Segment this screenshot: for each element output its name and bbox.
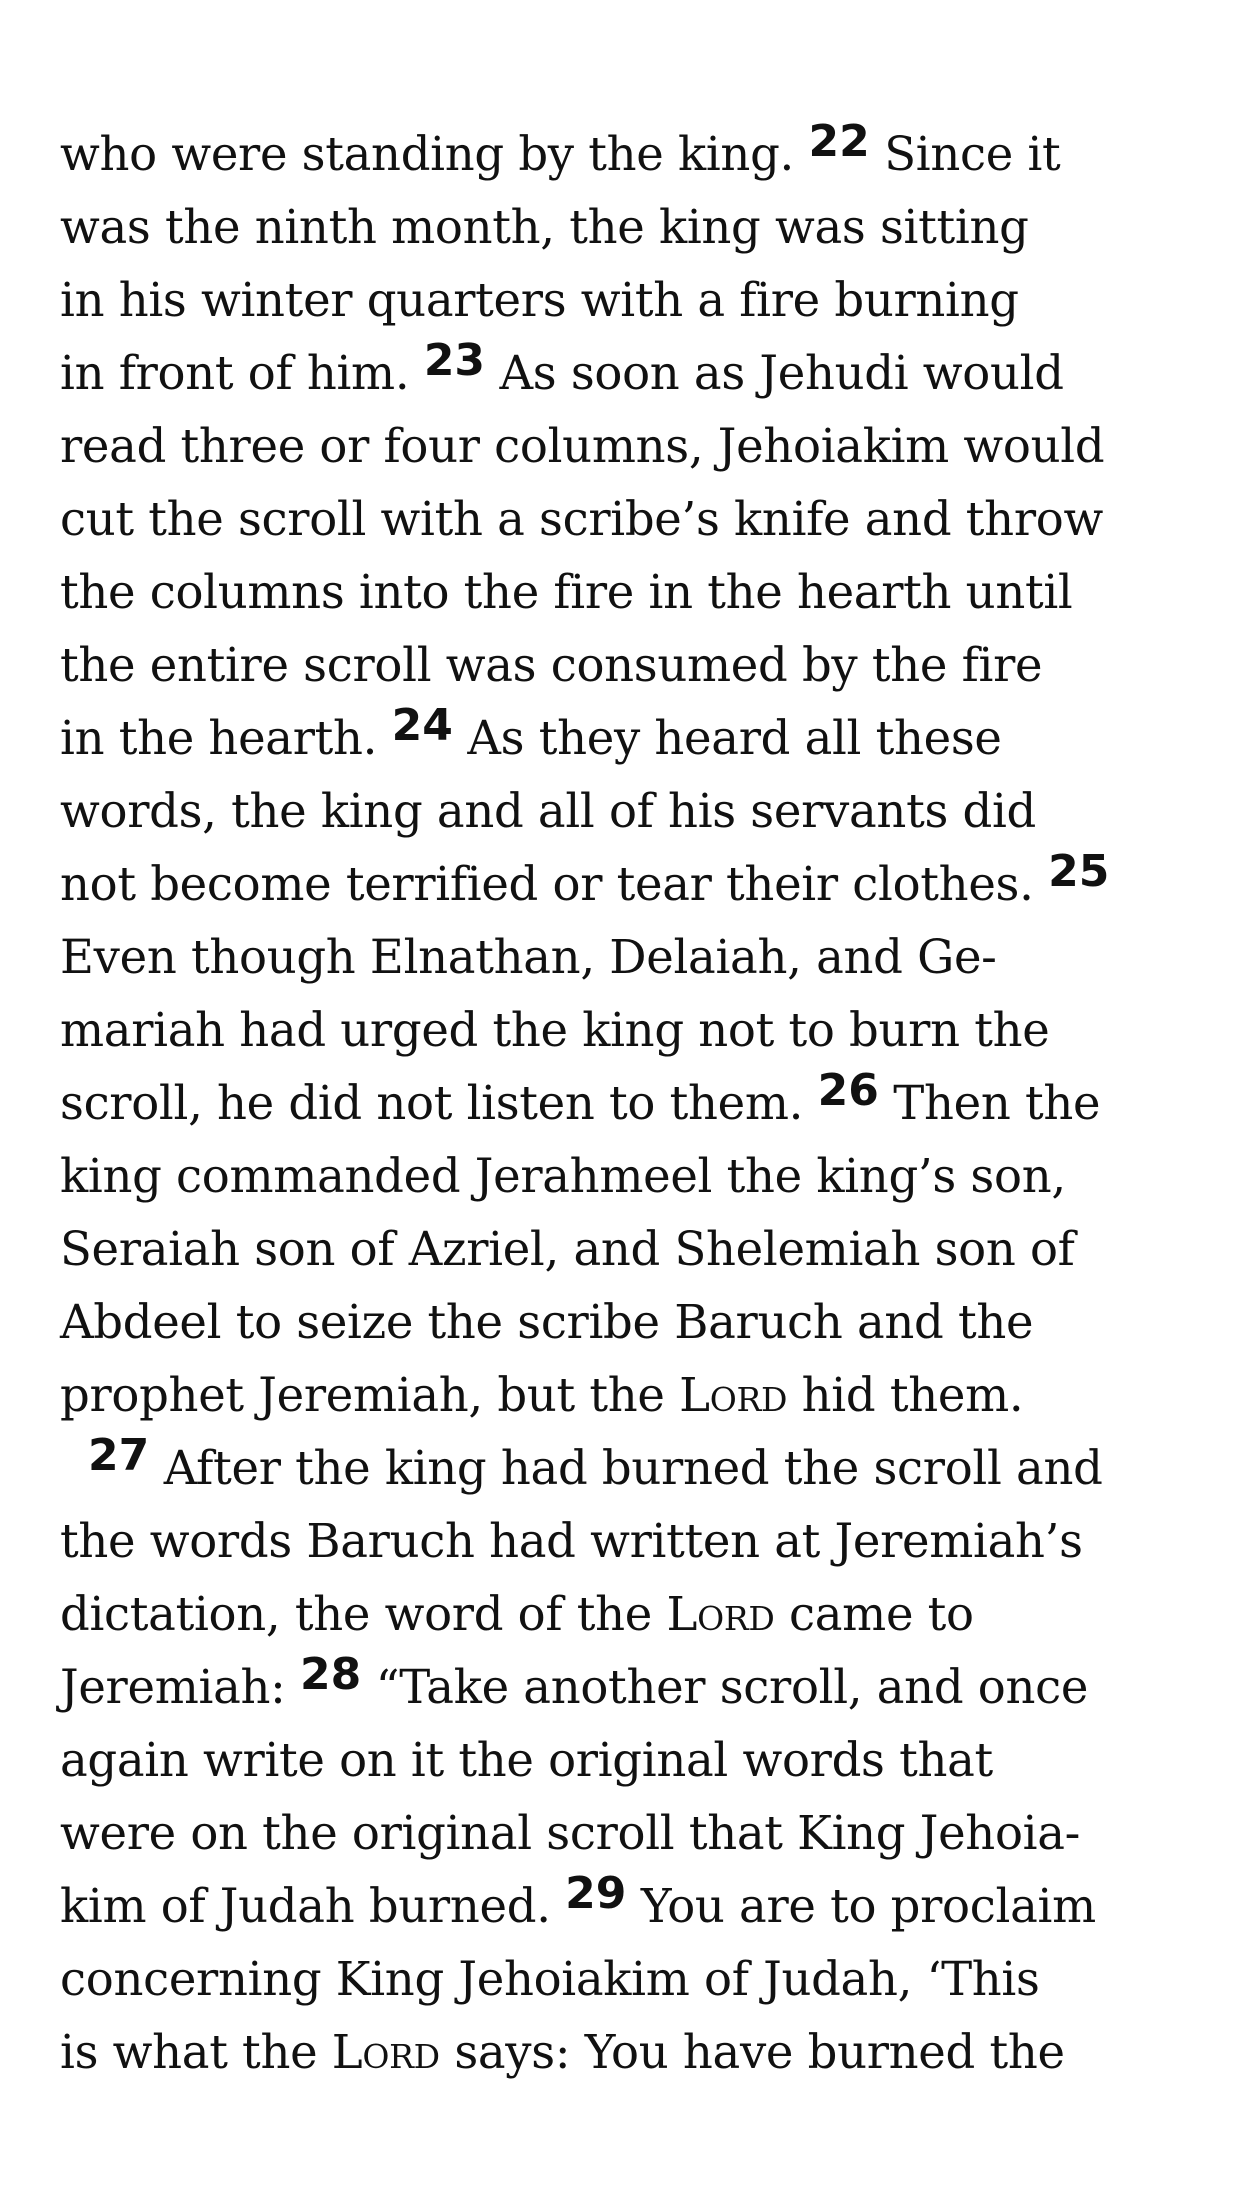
line-text: hid them.: [787, 1368, 1024, 1422]
line-text: king commanded Jerahmeel the king’s son,: [60, 1149, 1066, 1203]
line-text: dictation, the word of the: [60, 1587, 667, 1641]
line-text: in the hearth.: [60, 711, 392, 765]
line-text: concerning King Jehoiakim of Judah, ‘This: [60, 1952, 1040, 2006]
text-line: [60, 483, 1200, 556]
divine-name: Lord: [679, 1368, 788, 1422]
text-line-paragraph-start: [60, 1432, 1200, 1505]
line-text: not become terrified or tear their clothes.: [60, 857, 1049, 911]
text-line: [60, 1213, 1200, 1286]
line-text: came to: [774, 1587, 974, 1641]
line-text: Abdeel to seize the scribe Baruch and the: [60, 1295, 1034, 1349]
text-line: [60, 1286, 1200, 1359]
divine-name: Lord: [331, 2025, 440, 2079]
line-text: who were standing by the king.: [60, 127, 809, 181]
verse-number: 29: [565, 1868, 627, 1919]
text-line: [60, 556, 1200, 629]
text-line: [60, 1724, 1200, 1797]
text-line: [60, 848, 1200, 921]
line-text: in front of him.: [60, 346, 424, 400]
divine-name: Lord: [666, 1587, 775, 1641]
text-line: [60, 118, 1200, 191]
line-text: prophet Jeremiah, but the: [60, 1368, 680, 1422]
verse-number: 22: [808, 116, 870, 167]
text-line: [60, 1651, 1200, 1724]
line-text: read three or four columns, Jehoiakim would: [60, 419, 1105, 473]
reader-page[interactable]: [60, 118, 1200, 2089]
line-text: After the king had burned the scroll and: [149, 1441, 1103, 1495]
line-text: were on the original scroll that King Jehoia-: [60, 1806, 1081, 1860]
verse-number: 28: [300, 1649, 362, 1700]
line-text: As soon as Jehudi would: [485, 346, 1064, 400]
text-line: [60, 1140, 1200, 1213]
text-line: [60, 1797, 1200, 1870]
text-line: [60, 410, 1200, 483]
text-line: [60, 994, 1200, 1067]
line-text: says: You have burned the: [439, 2025, 1065, 2079]
line-text: Seraiah son of Azriel, and Shelemiah son of: [60, 1222, 1075, 1276]
line-text: mariah had urged the king not to burn the: [60, 1003, 1050, 1057]
line-text: kim of Judah burned.: [60, 1879, 566, 1933]
verse-number: 24: [391, 700, 453, 751]
text-line: [60, 191, 1200, 264]
line-text: cut the scroll with a scribe’s knife and throw: [60, 492, 1103, 546]
text-line: [60, 775, 1200, 848]
verse-number: 23: [423, 335, 486, 386]
text-line: [60, 1943, 1200, 2016]
verse-number: 25: [1048, 846, 1110, 897]
text-line: [60, 2016, 1200, 2089]
line-text: You are to proclaim: [626, 1879, 1096, 1933]
line-text: the entire scroll was consumed by the fire: [60, 638, 1043, 692]
line-text: Since it: [869, 127, 1061, 181]
text-line: [60, 337, 1200, 410]
text-line: [60, 1359, 1200, 1432]
text-line: [60, 1067, 1200, 1140]
text-line: [60, 264, 1200, 337]
line-text: Even though Elnathan, Delaiah, and Ge-: [60, 930, 997, 984]
text-line: [60, 702, 1200, 775]
text-line: [60, 1578, 1200, 1651]
line-text: Jeremiah:: [60, 1660, 300, 1714]
line-text: scroll, he did not listen to them.: [60, 1076, 818, 1130]
line-text: was the ninth month, the king was sitting: [60, 200, 1029, 254]
line-text: the words Baruch had written at Jeremiah’s: [60, 1514, 1083, 1568]
line-text: is what the: [60, 2025, 332, 2079]
text-line: [60, 921, 1200, 994]
text-line: [60, 1870, 1200, 1943]
line-text: “Take another scroll, and once: [361, 1660, 1089, 1714]
verse-number: 26: [817, 1065, 879, 1116]
line-text: words, the king and all of his servants did: [60, 784, 1036, 838]
text-line: [60, 1505, 1200, 1578]
line-text: Then the: [878, 1076, 1101, 1130]
text-line: [60, 629, 1200, 702]
line-text: As they heard all these: [452, 711, 1002, 765]
line-text: in his winter quarters with a fire burning: [60, 273, 1019, 327]
line-text: the columns into the fire in the hearth until: [60, 565, 1073, 619]
line-text: again write on it the original words that: [60, 1733, 993, 1787]
verse-number: 27: [88, 1430, 150, 1481]
